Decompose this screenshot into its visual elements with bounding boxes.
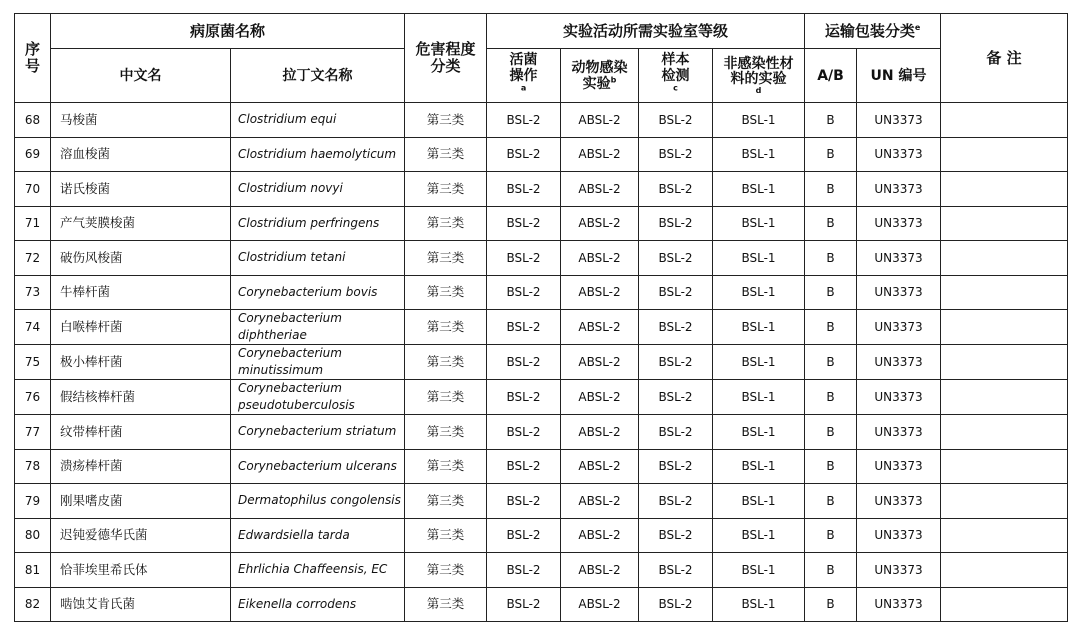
hazard-class-cell: 第三类 xyxy=(405,449,487,484)
latin-name-cell: Corynebacterium pseudotuberculosis xyxy=(231,380,405,415)
table-row xyxy=(15,103,1068,138)
non-infectious-level-cell: BSL-1 xyxy=(713,241,805,276)
un-number-cell: UN3373 xyxy=(857,275,941,310)
non-infectious-level-cell: BSL-1 xyxy=(713,484,805,519)
table-row xyxy=(15,275,1068,310)
animal-infection-level-cell: ABSL-2 xyxy=(561,172,639,207)
row-number-cell: 77 xyxy=(15,415,51,450)
non-infectious-level-cell: BSL-1 xyxy=(713,137,805,172)
remarks-cell xyxy=(941,172,1068,207)
lab-level-header: 实验活动所需实验室等级 xyxy=(487,14,805,49)
remarks-cell xyxy=(941,380,1068,415)
chinese-name-cell: 假结核棒杆菌 xyxy=(51,380,231,415)
latin-name-cell: Edwardsiella tarda xyxy=(231,518,405,553)
latin-name-cell: Dermatophilus congolensis xyxy=(231,484,405,519)
transport-label: 运输包装分类 xyxy=(824,21,915,40)
row-number-cell: 79 xyxy=(15,484,51,519)
chinese-name-cell: 啮蚀艾肯氏菌 xyxy=(51,587,231,622)
sample-testing-level-cell: BSL-2 xyxy=(639,449,713,484)
packaging-ab-cell: B xyxy=(805,275,857,310)
latin-name-cell: Corynebacterium striatum xyxy=(231,415,405,450)
live-culture-label: 活菌操作 xyxy=(509,51,538,84)
packaging-ab-cell: B xyxy=(805,206,857,241)
latin-name-cell: Clostridium haemolyticum xyxy=(231,137,405,172)
un-number-cell: UN3373 xyxy=(857,380,941,415)
hazard-class-cell: 第三类 xyxy=(405,275,487,310)
remarks-cell xyxy=(941,518,1068,553)
chinese-name-cell: 恰菲埃里希氏体 xyxy=(51,553,231,588)
un-number-cell: UN3373 xyxy=(857,415,941,450)
table-row xyxy=(15,310,1068,345)
non-infectious-level-cell: BSL-1 xyxy=(713,206,805,241)
seq-header xyxy=(15,14,51,103)
animal-infection-header xyxy=(561,49,639,103)
animal-infection-level-cell: ABSL-2 xyxy=(561,206,639,241)
un-number-cell: UN3373 xyxy=(857,553,941,588)
hazard-class-cell: 第三类 xyxy=(405,415,487,450)
live-culture-level-cell: BSL-2 xyxy=(487,518,561,553)
animal-infection-level-cell: ABSL-2 xyxy=(561,484,639,519)
sample-testing-level-cell: BSL-2 xyxy=(639,172,713,207)
chinese-name-cell: 迟钝爱德华氏菌 xyxy=(51,518,231,553)
latin-name-cell: Clostridium perfringens xyxy=(231,206,405,241)
row-number-cell: 81 xyxy=(15,553,51,588)
un-number-cell: UN3373 xyxy=(857,206,941,241)
remarks-cell xyxy=(941,275,1068,310)
hazard-class-cell: 第三类 xyxy=(405,241,487,276)
row-number-cell: 73 xyxy=(15,275,51,310)
hazard-class-cell: 第三类 xyxy=(405,553,487,588)
packaging-ab-cell: B xyxy=(805,380,857,415)
non-infectious-level-cell: BSL-1 xyxy=(713,275,805,310)
chinese-name-cell: 破伤风梭菌 xyxy=(51,241,231,276)
sample-testing-level-cell: BSL-2 xyxy=(639,587,713,622)
row-number-cell: 76 xyxy=(15,380,51,415)
remarks-cell xyxy=(941,310,1068,345)
latin-name-cell: Corynebacterium bovis xyxy=(231,275,405,310)
table-header xyxy=(15,14,1068,103)
remarks-cell xyxy=(941,206,1068,241)
non-infectious-level-cell: BSL-1 xyxy=(713,103,805,138)
animal-infection-level-cell: ABSL-2 xyxy=(561,275,639,310)
row-number-cell: 80 xyxy=(15,518,51,553)
live-culture-level-cell: BSL-2 xyxy=(487,553,561,588)
sample-testing-level-cell: BSL-2 xyxy=(639,103,713,138)
packaging-ab-cell: B xyxy=(805,137,857,172)
hazard-class-cell: 第三类 xyxy=(405,380,487,415)
un-number-cell: UN3373 xyxy=(857,310,941,345)
non-infectious-level-cell: BSL-1 xyxy=(713,449,805,484)
chinese-name-cell: 牛棒杆菌 xyxy=(51,275,231,310)
pathogen-table xyxy=(14,13,1068,622)
sample-testing-level-cell: BSL-2 xyxy=(639,484,713,519)
non-infectious-level-cell: BSL-1 xyxy=(713,310,805,345)
table-row xyxy=(15,484,1068,519)
non-infectious-level-cell: BSL-1 xyxy=(713,172,805,207)
table-row xyxy=(15,518,1068,553)
packaging-ab-cell: B xyxy=(805,103,857,138)
non-infectious-level-cell: BSL-1 xyxy=(713,345,805,380)
remarks-cell xyxy=(941,137,1068,172)
chinese-name-cell: 纹带棒杆菌 xyxy=(51,415,231,450)
packaging-ab-cell: B xyxy=(805,484,857,519)
latin-name-cell: Eikenella corrodens xyxy=(231,587,405,622)
animal-infection-level-cell: ABSL-2 xyxy=(561,587,639,622)
live-culture-level-cell: BSL-2 xyxy=(487,137,561,172)
table-row xyxy=(15,587,1068,622)
un-number-cell: UN3373 xyxy=(857,103,941,138)
un-number-cell: UN3373 xyxy=(857,518,941,553)
packaging-ab-cell: B xyxy=(805,415,857,450)
hazard-class-cell: 第三类 xyxy=(405,172,487,207)
animal-infection-level-cell: ABSL-2 xyxy=(561,345,639,380)
live-culture-sup: a xyxy=(520,82,527,92)
sample-testing-level-cell: BSL-2 xyxy=(639,310,713,345)
packaging-ab-cell: B xyxy=(805,587,857,622)
ab-header: A/B xyxy=(805,49,857,103)
animal-infection-level-cell: ABSL-2 xyxy=(561,310,639,345)
chinese-name-cell: 刚果嗜皮菌 xyxy=(51,484,231,519)
row-number-cell: 69 xyxy=(15,137,51,172)
live-culture-level-cell: BSL-2 xyxy=(487,345,561,380)
animal-infection-level-cell: ABSL-2 xyxy=(561,449,639,484)
table-row xyxy=(15,206,1068,241)
hazard-class-cell: 第三类 xyxy=(405,345,487,380)
hazard-class-cell: 第三类 xyxy=(405,518,487,553)
un-number-cell: UN3373 xyxy=(857,137,941,172)
remarks-cell xyxy=(941,103,1068,138)
sample-testing-level-cell: BSL-2 xyxy=(639,518,713,553)
table-row xyxy=(15,553,1068,588)
latin-name-cell: Clostridium equi xyxy=(231,103,405,138)
animal-infection-level-cell: ABSL-2 xyxy=(561,518,639,553)
non-infectious-level-cell: BSL-1 xyxy=(713,553,805,588)
packaging-ab-cell: B xyxy=(805,345,857,380)
pathogen-name-header: 病原菌名称 xyxy=(51,14,405,49)
un-number-cell: UN3373 xyxy=(857,449,941,484)
un-number-cell: UN3373 xyxy=(857,172,941,207)
sample-testing-level-cell: BSL-2 xyxy=(639,137,713,172)
table-row xyxy=(15,449,1068,484)
row-number-cell: 74 xyxy=(15,310,51,345)
live-culture-level-cell: BSL-2 xyxy=(487,380,561,415)
packaging-ab-cell: B xyxy=(805,172,857,207)
packaging-ab-cell: B xyxy=(805,449,857,484)
packaging-ab-cell: B xyxy=(805,310,857,345)
hazard-class-cell: 第三类 xyxy=(405,103,487,138)
remarks-cell xyxy=(941,415,1068,450)
latin-name-cell: Corynebacterium ulcerans xyxy=(231,449,405,484)
latin-name-cell: Clostridium novyi xyxy=(231,172,405,207)
sample-testing-level-cell: BSL-2 xyxy=(639,380,713,415)
live-culture-level-cell: BSL-2 xyxy=(487,206,561,241)
row-number-cell: 78 xyxy=(15,449,51,484)
sample-testing-level-cell: BSL-2 xyxy=(639,241,713,276)
row-number-cell: 75 xyxy=(15,345,51,380)
chinese-name-cell: 产气荚膜梭菌 xyxy=(51,206,231,241)
remarks-cell xyxy=(941,449,1068,484)
remarks-cell xyxy=(941,553,1068,588)
chinese-name-cell: 溃疡棒杆菌 xyxy=(51,449,231,484)
chinese-name-cell: 白喉棒杆菌 xyxy=(51,310,231,345)
animal-infection-label: 动物感染实验 xyxy=(571,59,628,92)
table-row xyxy=(15,137,1068,172)
live-culture-level-cell: BSL-2 xyxy=(487,241,561,276)
table-row xyxy=(15,172,1068,207)
sample-testing-sup: c xyxy=(673,82,678,92)
live-culture-level-cell: BSL-2 xyxy=(487,275,561,310)
live-culture-level-cell: BSL-2 xyxy=(487,484,561,519)
sample-testing-level-cell: BSL-2 xyxy=(639,553,713,588)
hazard-class-cell: 第三类 xyxy=(405,137,487,172)
remarks-cell xyxy=(941,345,1068,380)
row-number-cell: 68 xyxy=(15,103,51,138)
packaging-ab-cell: B xyxy=(805,241,857,276)
chinese-name-cell: 诺氏梭菌 xyxy=(51,172,231,207)
chinese-name-cell: 极小棒杆菌 xyxy=(51,345,231,380)
remarks-cell xyxy=(941,587,1068,622)
hazard-class-cell: 第三类 xyxy=(405,206,487,241)
live-culture-level-cell: BSL-2 xyxy=(487,103,561,138)
non-infectious-level-cell: BSL-1 xyxy=(713,587,805,622)
sample-testing-level-cell: BSL-2 xyxy=(639,275,713,310)
table-body xyxy=(15,103,1068,622)
live-culture-level-cell: BSL-2 xyxy=(487,415,561,450)
remarks-cell xyxy=(941,241,1068,276)
transport-sup: e xyxy=(914,22,921,32)
row-number-cell: 72 xyxy=(15,241,51,276)
hazard-class-cell: 第三类 xyxy=(405,587,487,622)
latin-name-cell: Corynebacterium diphtheriae xyxy=(231,310,405,345)
non-infectious-level-cell: BSL-1 xyxy=(713,415,805,450)
packaging-ab-cell: B xyxy=(805,553,857,588)
chinese-name-cell: 马梭菌 xyxy=(51,103,231,138)
non-infectious-sup: d xyxy=(755,86,762,95)
animal-infection-level-cell: ABSL-2 xyxy=(561,137,639,172)
chinese-name-header: 中文名 xyxy=(51,49,231,103)
sample-testing-header xyxy=(639,49,713,103)
row-number-cell: 70 xyxy=(15,172,51,207)
transport-header xyxy=(805,14,941,49)
remarks-header: 备 注 xyxy=(941,14,1068,103)
row-number-cell: 71 xyxy=(15,206,51,241)
sample-testing-level-cell: BSL-2 xyxy=(639,415,713,450)
live-culture-level-cell: BSL-2 xyxy=(487,587,561,622)
latin-name-cell: Clostridium tetani xyxy=(231,241,405,276)
remarks-cell xyxy=(941,484,1068,519)
table-row xyxy=(15,415,1068,450)
animal-infection-level-cell: ABSL-2 xyxy=(561,380,639,415)
table-row xyxy=(15,345,1068,380)
latin-name-cell: Ehrlichia Chaffeensis, EC xyxy=(231,553,405,588)
animal-infection-level-cell: ABSL-2 xyxy=(561,241,639,276)
un-number-cell: UN3373 xyxy=(857,241,941,276)
live-culture-level-cell: BSL-2 xyxy=(487,310,561,345)
non-infectious-header xyxy=(713,49,805,103)
seq-header-label: 序号 xyxy=(24,40,40,75)
un-number-cell: UN3373 xyxy=(857,587,941,622)
latin-name-header: 拉丁文名称 xyxy=(231,49,405,103)
hazard-class-cell: 第三类 xyxy=(405,310,487,345)
hazard-class-cell: 第三类 xyxy=(405,484,487,519)
animal-infection-sup: b xyxy=(610,74,617,84)
sample-testing-level-cell: BSL-2 xyxy=(639,345,713,380)
chinese-name-cell: 溶血梭菌 xyxy=(51,137,231,172)
non-infectious-level-cell: BSL-1 xyxy=(713,518,805,553)
packaging-ab-cell: B xyxy=(805,518,857,553)
sample-testing-level-cell: BSL-2 xyxy=(639,206,713,241)
hazard-class-header xyxy=(405,14,487,103)
un-number-header: UN 编号 xyxy=(857,49,941,103)
un-number-cell: UN3373 xyxy=(857,484,941,519)
non-infectious-level-cell: BSL-1 xyxy=(713,380,805,415)
live-culture-header xyxy=(487,49,561,103)
non-infectious-label: 非感染性材料的实验 xyxy=(723,56,794,87)
animal-infection-level-cell: ABSL-2 xyxy=(561,415,639,450)
table-row xyxy=(15,380,1068,415)
latin-name-cell: Corynebacterium minutissimum xyxy=(231,345,405,380)
sample-testing-label: 样本检测 xyxy=(661,51,690,84)
un-number-cell: UN3373 xyxy=(857,345,941,380)
animal-infection-level-cell: ABSL-2 xyxy=(561,103,639,138)
row-number-cell: 82 xyxy=(15,587,51,622)
animal-infection-level-cell: ABSL-2 xyxy=(561,553,639,588)
live-culture-level-cell: BSL-2 xyxy=(487,449,561,484)
live-culture-level-cell: BSL-2 xyxy=(487,172,561,207)
table-row xyxy=(15,241,1068,276)
hazard-class-label: 危害程度分类 xyxy=(415,40,476,75)
